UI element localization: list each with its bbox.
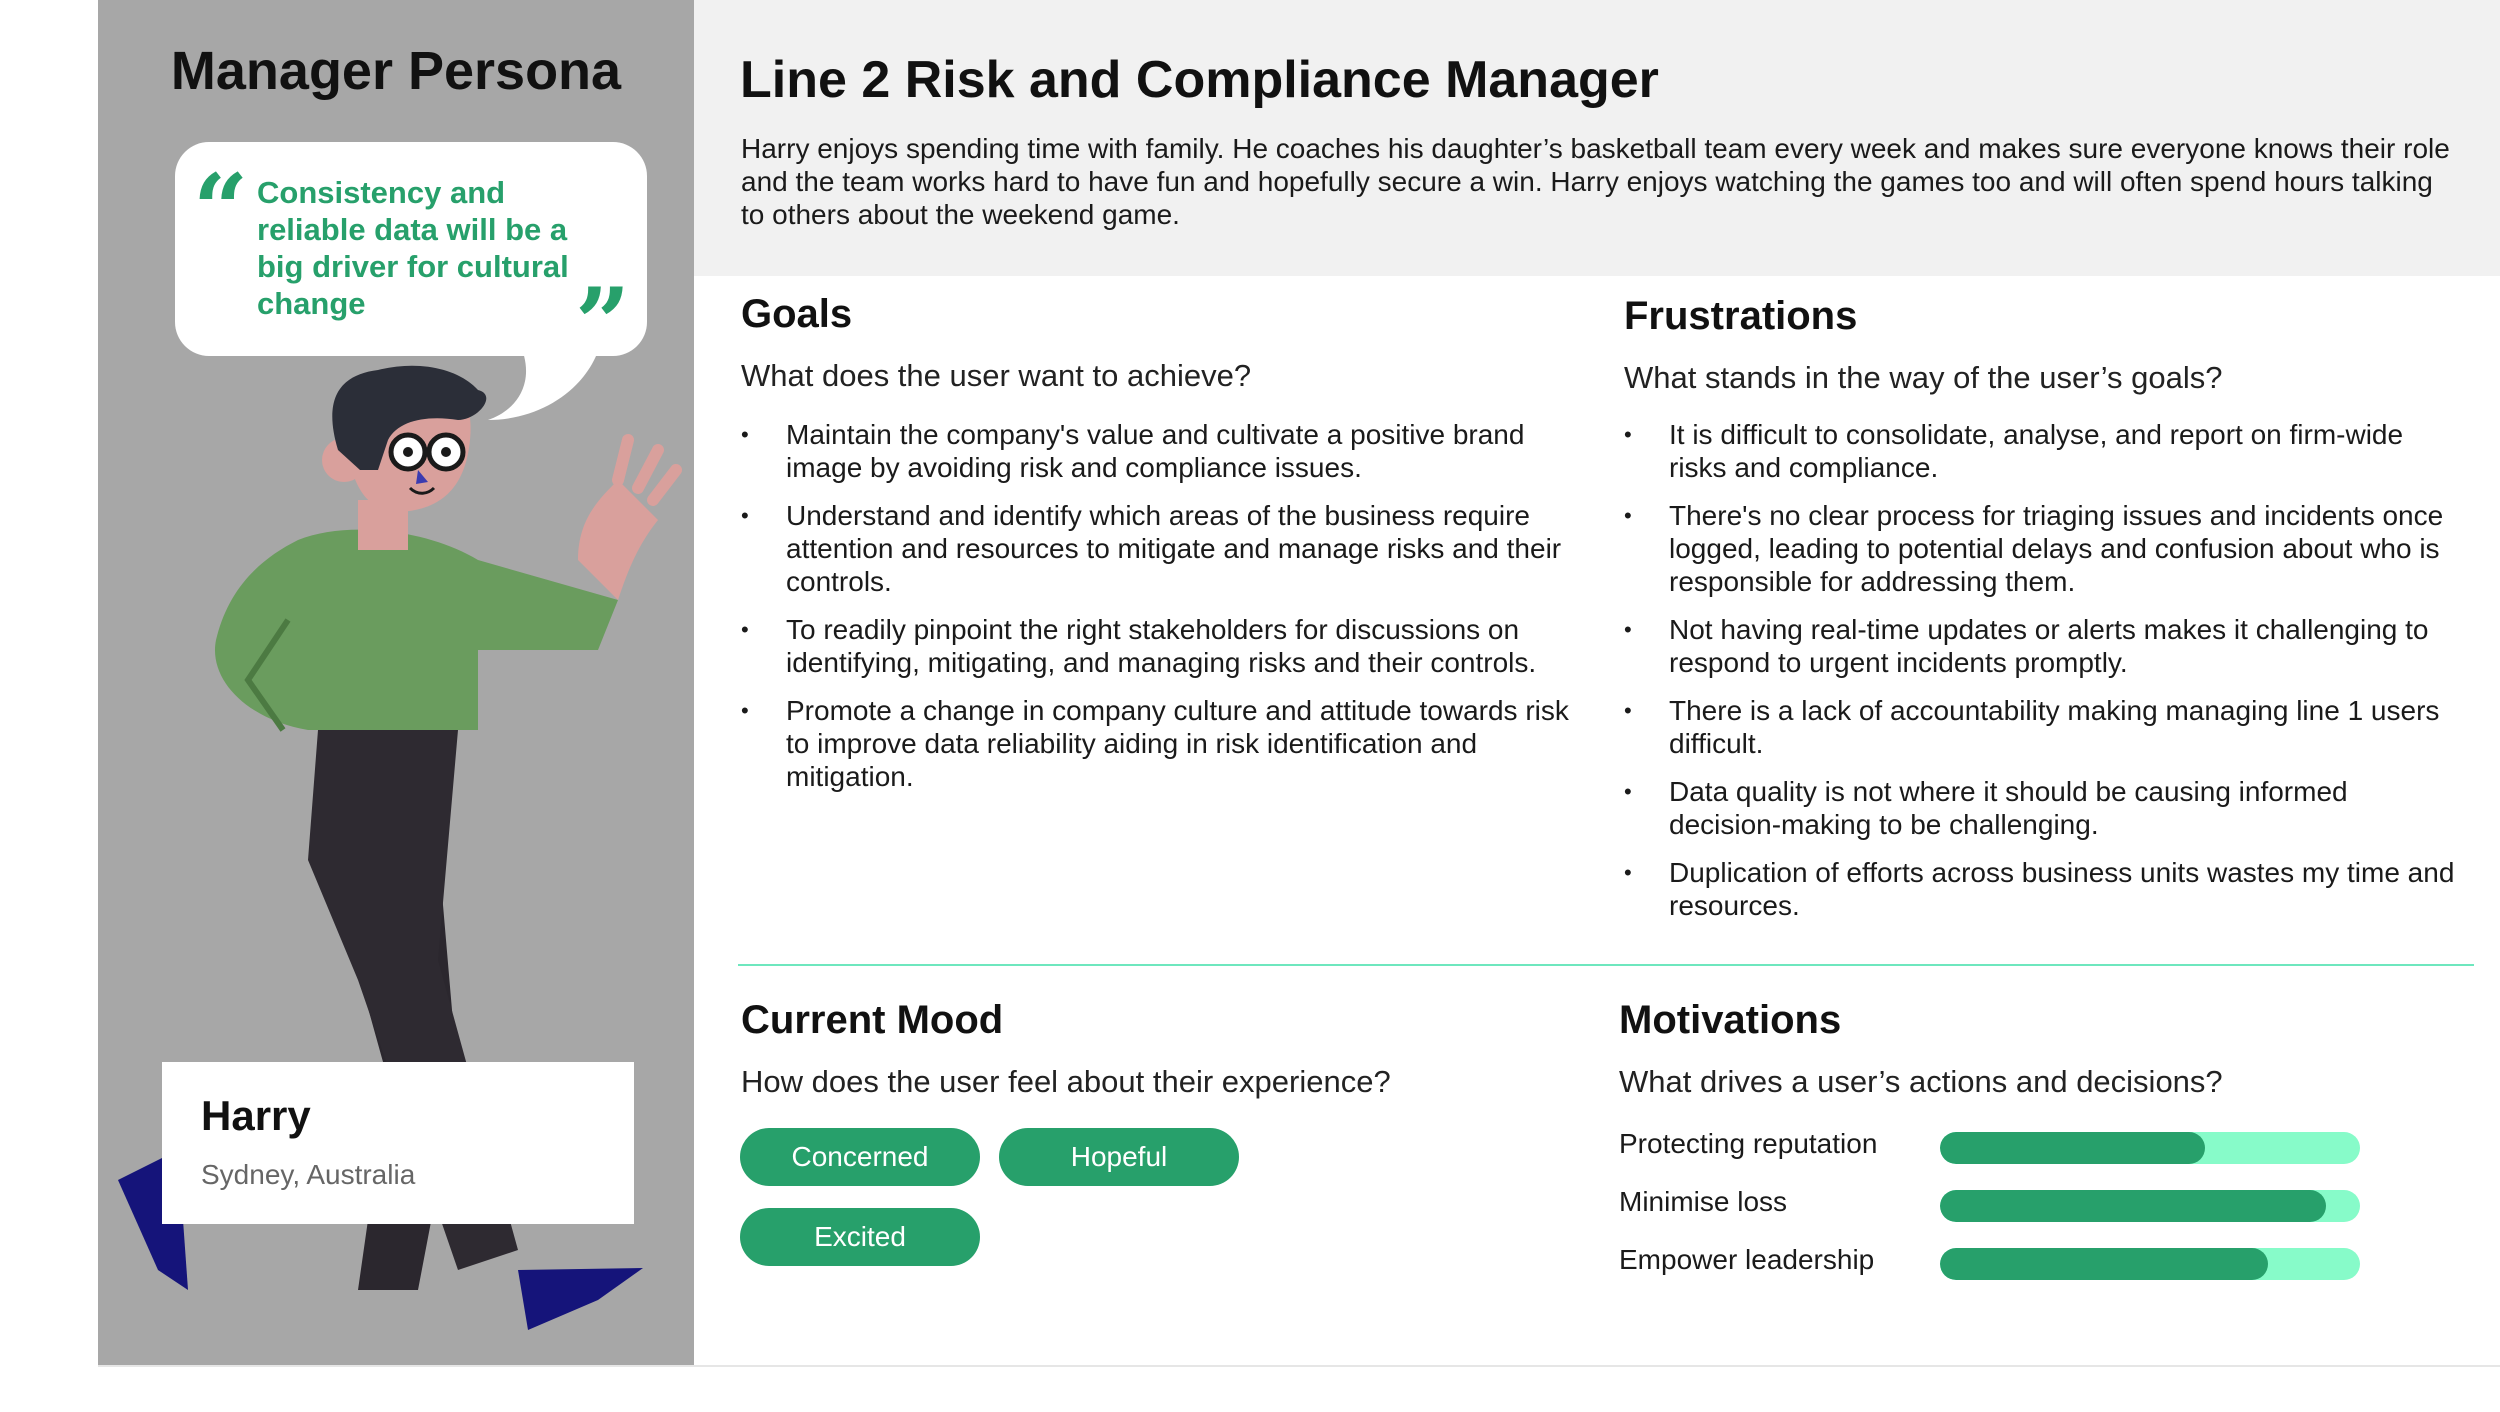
motivation-bar-fill [1940, 1248, 2268, 1280]
mood-title: Current Mood [741, 998, 1004, 1042]
goal-item: • Maintain the company's value and cultivate a positive brand image by avoiding risk and compliance issues. [741, 418, 1571, 484]
goal-item: • Understand and identify which areas of the business require attention and resources to mitigate and manage risks and their controls. [741, 499, 1571, 598]
mood-chip-excited: Excited [740, 1208, 980, 1266]
motivation-label: Minimise loss [1619, 1186, 1788, 1217]
goals-title: Goals [741, 292, 853, 336]
frustration-item: • Data quality is not where it should be causing informed decision-making to be challenging. [1624, 775, 2464, 841]
motivation-bar-fill [1940, 1190, 2326, 1222]
frustration-item: • Not having real-time updates or alerts makes it challenging to respond to urgent incidents promptly. [1624, 613, 2464, 679]
goals-list [741, 418, 1571, 808]
frustration-item: • Duplication of efforts across business units wastes my time and resources. [1624, 856, 2464, 922]
close-quote-icon: ” [575, 267, 631, 380]
persona-panel [98, 0, 694, 1365]
frustrations-list [1624, 418, 2464, 937]
frustration-item: • There's no clear process for triaging issues and incidents once logged, leading to potential delays and confusion about who is responsible for addressing them. [1624, 499, 2464, 598]
motivations-title: Motivations [1619, 998, 1842, 1042]
motivation-bar [1940, 1132, 2360, 1164]
hand [578, 480, 658, 600]
goals-question: What does the user want to achieve? [741, 358, 1252, 393]
frustration-item: • It is difficult to consolidate, analyse, and report on firm-wide risks and compliance. [1624, 418, 2464, 484]
persona-panel-title: Manager Persona [170, 41, 622, 101]
role-bio: Harry enjoys spending time with family. He coaches his daughter’s basketball team every week and makes sure everyone knows their role and the team works hard to have fun and hopefully secure a win. Harry enjoys watching the games too and will often spend hours talking to others about the weekend game. [741, 133, 2450, 230]
persona-location: Sydney, Australia [201, 1159, 416, 1190]
frustrations-question: What stands in the way of the user’s goals? [1624, 360, 2223, 395]
persona-name: Harry [201, 1092, 311, 1139]
mood-question: How does the user feel about their experience? [741, 1064, 1391, 1099]
persona-name-card [162, 1062, 634, 1224]
shoe-right [518, 1268, 643, 1330]
frustrations-title: Frustrations [1624, 294, 1858, 338]
frustration-item: • There is a lack of accountability making managing line 1 users difficult. [1624, 694, 2464, 760]
section-divider [738, 964, 2474, 966]
sweater [215, 530, 618, 730]
goal-item: • Promote a change in company culture and attitude towards risk to improve data reliability aiding in risk identification and mitigation. [741, 694, 1571, 793]
quote-bubble [175, 142, 647, 380]
mood-chip-concerned: Concerned [740, 1128, 980, 1186]
mood-chip-hopeful: Hopeful [999, 1128, 1239, 1186]
motivation-bar [1940, 1248, 2360, 1280]
motivation-label: Protecting reputation [1619, 1128, 1878, 1159]
bottom-rule [98, 1365, 2500, 1367]
role-title: Line 2 Risk and Compliance Manager [740, 51, 1659, 109]
motivation-bar [1940, 1190, 2360, 1222]
persona-quote: Consistency and reliable data will be a big driver for cultural change [257, 175, 569, 321]
motivation-bar-fill [1940, 1132, 2205, 1164]
motivations-question: What drives a user’s actions and decisions? [1619, 1064, 2223, 1099]
motivation-label: Empower leadership [1619, 1244, 1875, 1275]
open-quote-icon: “ [193, 153, 249, 266]
goal-item: • To readily pinpoint the right stakeholders for discussions on identifying, mitigating, and managing risks and their controls. [741, 613, 1571, 679]
